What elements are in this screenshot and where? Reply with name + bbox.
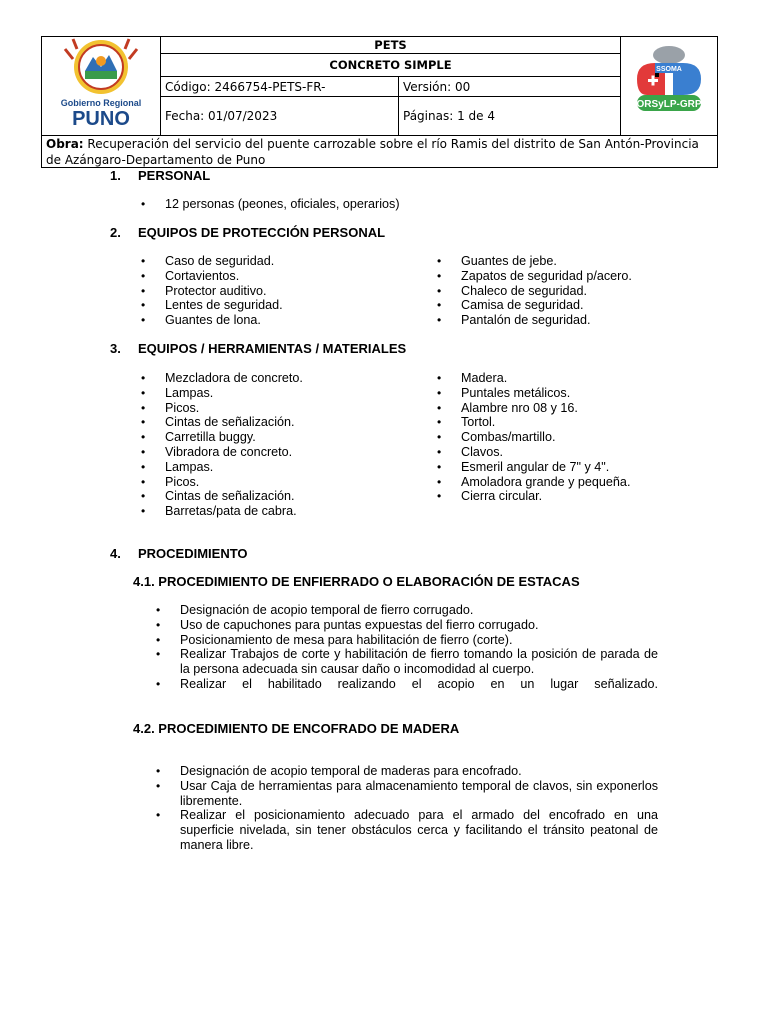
subsection-4-2-title: 4.2. PROCEDIMIENTO DE ENCOFRADO DE MADERA: [133, 721, 460, 736]
list-item: • Guantes de jebe.: [434, 254, 724, 269]
list-item: • Usar Caja de herramientas para almacenamiento temporal de clavos, sin exponerlos libremente.: [153, 779, 658, 809]
obra-text: Recuperación del servicio del puente carrozable sobre el río Ramis del distrito de San Antón-Provincia de Azángaro-Departamento de Puno: [46, 137, 699, 167]
section-number: 2.: [110, 225, 121, 240]
orsylp-text: ORSyLP-GRP: [636, 99, 702, 110]
gobierno-regional-puno-logo: [42, 37, 161, 135]
list-item: • Barretas/pata de cabra.: [138, 504, 428, 519]
list-item: • Realizar el habilitado realizando el acopio en un lugar señalizado.: [153, 677, 658, 692]
epp-list-left: [138, 254, 428, 328]
list-item: • Mezcladora de concreto.: [138, 371, 428, 386]
list-item: • Guantes de lona.: [138, 313, 428, 328]
equipos-list-right: [434, 371, 724, 504]
section-number: 1.: [110, 168, 121, 183]
list-item: • Vibradora de concreto.: [138, 445, 428, 460]
subsection-4-1-title: 4.1. PROCEDIMIENTO DE ENFIERRADO O ELABORACIÓN DE ESTACAS: [133, 574, 580, 589]
list-item: • Camisa de seguridad.: [434, 298, 724, 313]
list-item: • Realizar el posicionamiento adecuado para el armado del encofrado en una superficie nivelada, sin tener obstáculos cerca y facilitando el tránsito peatonal de manera libre.: [153, 808, 658, 852]
document-header-table: [41, 36, 718, 168]
paginas-field: Páginas: 1 de 4: [403, 109, 495, 123]
list-item: • Lampas.: [138, 460, 428, 475]
list-item: • Lentes de seguridad.: [138, 298, 428, 313]
section-number: 3.: [110, 341, 121, 356]
list-item: • Posicionamiento de mesa para habilitación de fierro (corte).: [153, 633, 658, 648]
obra-label: Obra:: [46, 137, 84, 151]
encofrado-procedure-list: [153, 764, 658, 853]
puno-coat-of-arms-icon: [42, 37, 160, 134]
codigo-field: Código: 2466754-PETS-FR-: [161, 77, 399, 97]
list-item: • Designación de acopio temporal de fierro corrugado.: [153, 603, 658, 618]
list-item: • 12 personas (peones, oficiales, operarios): [138, 197, 498, 212]
list-item: • Designación de acopio temporal de maderas para encofrado.: [153, 764, 658, 779]
document-title: CONCRETO SIMPLE: [161, 54, 620, 77]
list-item: • Amoladora grande y pequeña.: [434, 475, 724, 490]
section-number: 4.: [110, 546, 121, 561]
list-item: • Chaleco de seguridad.: [434, 284, 724, 299]
pets-label: PETS: [161, 37, 620, 54]
list-item: • Esmeril angular de 7" y 4".: [434, 460, 724, 475]
list-item: • Combas/martillo.: [434, 430, 724, 445]
list-item: • Realizar Trabajos de corte y habilitación de fierro tomando la posición de parada de la persona adecuada sin causar daño o incomodidad al cuerpo.: [153, 647, 658, 677]
list-item: • Madera.: [434, 371, 724, 386]
list-item: • Carretilla buggy.: [138, 430, 428, 445]
logo-line1: Gobierno Regional: [60, 98, 142, 108]
list-item: • Tortol.: [434, 415, 724, 430]
list-item: • Puntales metálicos.: [434, 386, 724, 401]
list-item: • Alambre nro 08 y 16.: [434, 401, 724, 416]
section-title: PERSONAL: [138, 168, 211, 183]
list-item: • Cintas de señalización.: [138, 489, 428, 504]
logo-line2: PUNO: [72, 108, 130, 130]
ssoma-text: SSOMA: [656, 66, 682, 73]
list-item: • Protector auditivo.: [138, 284, 428, 299]
fecha-field: Fecha: 01/07/2023: [161, 97, 399, 135]
enfierrado-procedure-list: [153, 603, 658, 692]
section-title: EQUIPOS DE PROTECCIÓN PERSONAL: [138, 225, 386, 240]
list-item: • Lampas.: [138, 386, 428, 401]
list-item: • Zapatos de seguridad p/acero.: [434, 269, 724, 284]
personal-list: [138, 197, 498, 212]
list-item: • Uso de capuchones para puntas expuestas del fierro corrugado.: [153, 618, 658, 633]
ssoma-badge-icon: [621, 37, 717, 134]
section-title: EQUIPOS / HERRAMIENTAS / MATERIALES: [138, 341, 407, 356]
equipos-list-left: [138, 371, 428, 519]
list-item: • Clavos.: [434, 445, 724, 460]
list-item: • Pantalón de seguridad.: [434, 313, 724, 328]
epp-list-right: [434, 254, 724, 328]
list-item: • Cortavientos.: [138, 269, 428, 284]
section-title: PROCEDIMIENTO: [138, 546, 248, 561]
ssoma-orsylp-logo: [620, 37, 717, 135]
version-field: Versión: 00: [399, 77, 620, 97]
list-item: • Cintas de señalización.: [138, 415, 428, 430]
list-item: • Caso de seguridad.: [138, 254, 428, 269]
list-item: • Picos.: [138, 475, 428, 490]
list-item: • Cierra circular.: [434, 489, 724, 504]
list-item: • Picos.: [138, 401, 428, 416]
obra-description: [42, 135, 717, 167]
